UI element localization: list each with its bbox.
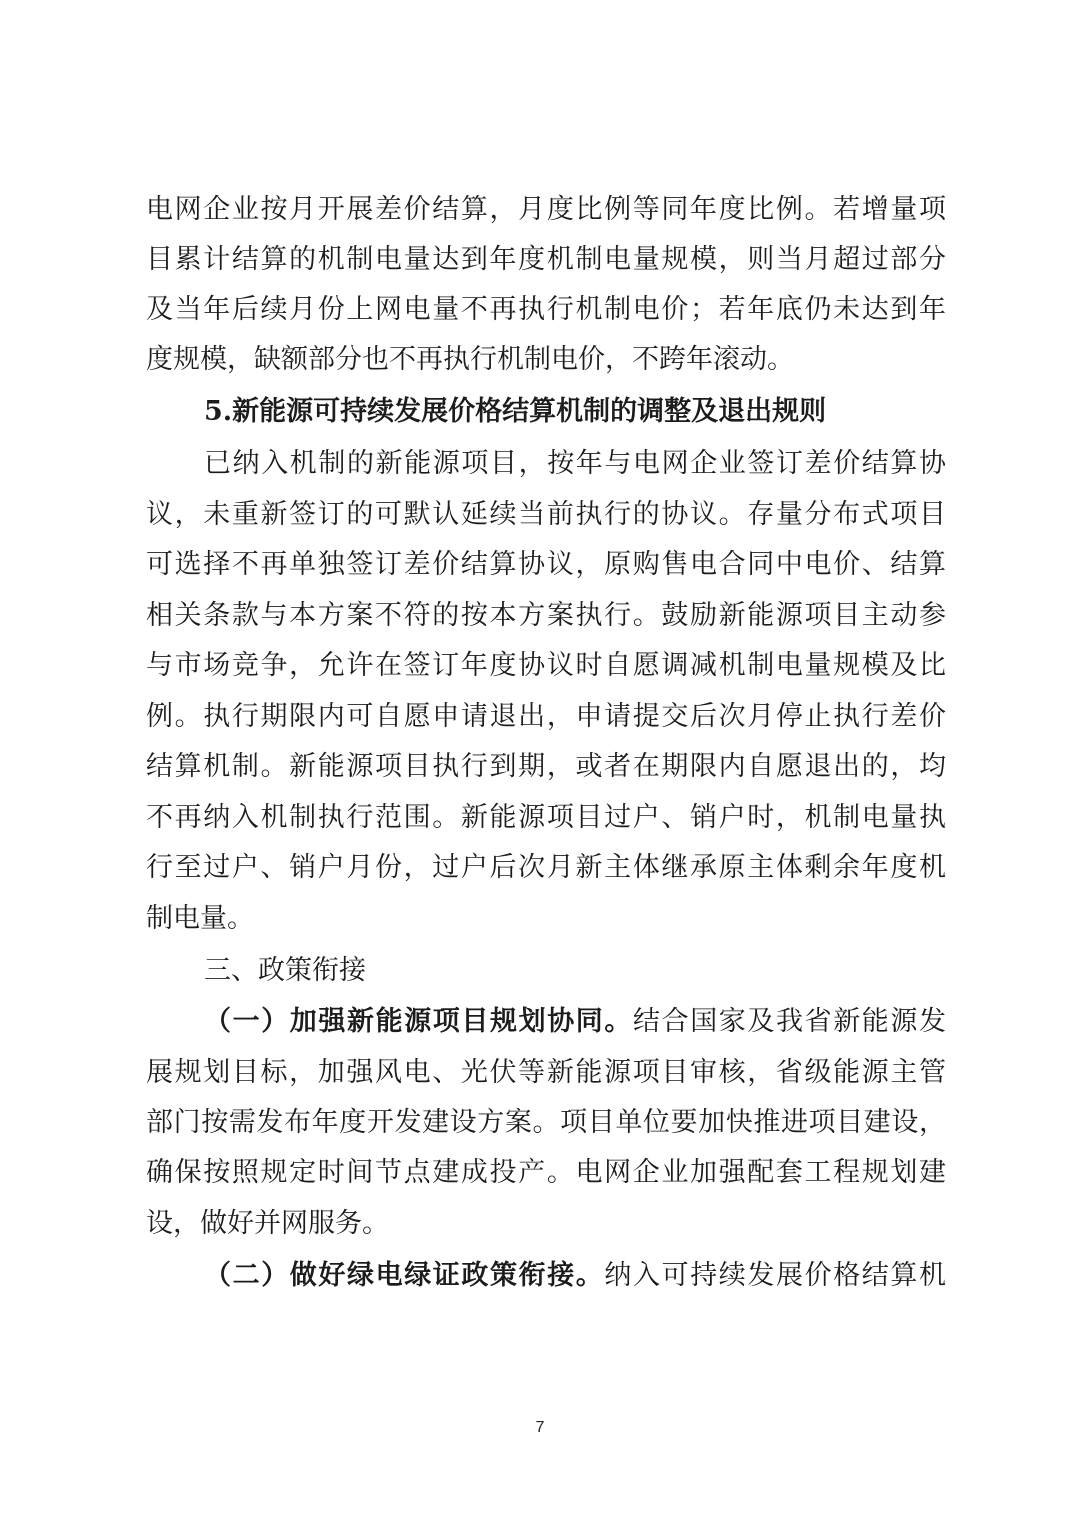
item-lead-bold: （一）加强新能源项目规划协同。 [204,1006,633,1037]
section-title: 三、政策衔接 [204,955,366,986]
paragraph-line: 与市场竞争，允许在签订年度协议时自愿调减机制电量规模及比 [146,650,946,681]
paragraph-line: 可选择不再单独签订差价结算协议，原购售电合同中电价、结算 [146,549,946,580]
item-text: 结合国家及我省新能源发 [633,1006,946,1037]
paragraph-line: 例。执行期限内可自愿申请退出，申请提交后次月停止执行差价 [146,701,946,732]
paragraph-line: 确保按照规定时间节点建成投产。电网企业加强配套工程规划建 [146,1157,946,1188]
paragraph-line: 行至过户、销户月份，过户后次月新主体继承原主体剩余年度机 [146,852,946,883]
paragraph-line: 相关条款与本方案不符的按本方案执行。鼓励新能源项目主动参 [146,600,946,631]
paragraph-line: 目累计结算的机制电量达到年度机制电量规模，则当月超过部分 [146,244,946,275]
paragraph-line: 展规划目标，加强风电、光伏等新能源项目审核，省级能源主管 [146,1057,946,1088]
page-number: 7 [535,1419,545,1436]
item-lead-bold: （二）做好绿电绿证政策衔接。 [204,1260,605,1291]
paragraph-line: 制电量。 [146,903,254,934]
paragraph-line: 结算机制。新能源项目执行到期，或者在期限内自愿退出的，均 [146,751,946,782]
paragraph-line: 设，做好并网服务。 [146,1208,389,1239]
paragraph-line: 及当年后续月份上网电量不再执行机制电价；若年底仍未达到年 [146,294,946,325]
paragraph-line: 电网企业按月开展差价结算，月度比例等同年度比例。若增量项 [146,194,946,225]
paragraph-line: 度规模，缺额部分也不再执行机制电价，不跨年滚动。 [146,344,794,375]
paragraph-line: 已纳入机制的新能源项目，按年与电网企业签订差价结算协 [204,448,946,479]
list-item-first-line [204,1256,946,1296]
item-text: 纳入可持续发展价格结算机 [604,1260,947,1291]
list-item-first-line [204,1002,946,1042]
paragraph-line: 议，未重新签订的可默认延续当前执行的协议。存量分布式项目 [146,499,946,530]
paragraph-line: 部门按需发布年度开发建设方案。项目单位要加快推进项目建设， [146,1107,946,1138]
subsection-heading: 5.新能源可持续发展价格结算机制的调整及退出规则 [204,396,827,427]
paragraph-line: 不再纳入机制执行范围。新能源项目过户、销户时，机制电量执 [146,802,946,833]
